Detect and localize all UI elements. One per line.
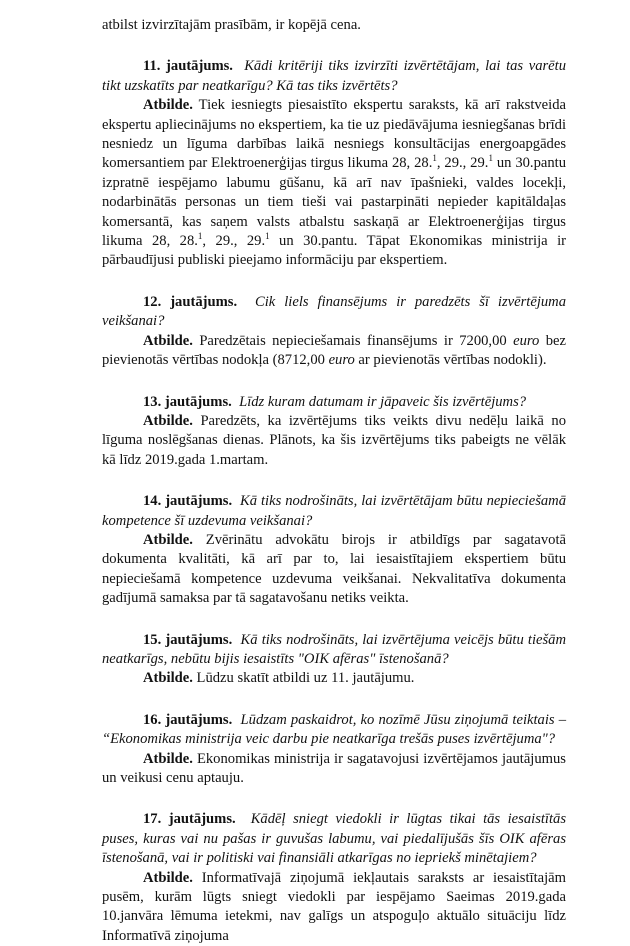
answer-text: Paredzēts, ka izvērtējums tiks veikts divu nedēļu laikā no līguma noslēgšanas dienas. Plānots, ka šis izvērtējums tiks pabeigts ne vēlāk kā līdz 2019.gada 1.martam. [102, 412, 566, 468]
answer-label: Atbilde. [143, 869, 193, 886]
question-14 [102, 492, 566, 531]
question-text: Kādi kritēriji tiks izvirzīti izvērtētājam, lai tas varētu tikt uzskatīts par neatkarīgu? Kā tas tiks izvērtēts? [102, 58, 567, 94]
answer-label: Atbilde. [143, 332, 193, 349]
answer-label: Atbilde. [143, 412, 193, 429]
intro-text: atbilst izvirzītajām prasībām, ir kopējā cena. [102, 17, 361, 33]
question-text: Cik liels finansējums ir paredzēts šī izvērtējuma veikšanai? [102, 293, 567, 330]
question-16 [102, 711, 566, 750]
currency-term: euro [513, 332, 540, 349]
answer-16 [102, 750, 566, 789]
superscript: 1 [488, 153, 493, 164]
answer-text: un 30.pantu izpratnē iespējamo labumu gūšanu, kā arī nav īpašnieki, valdes locekļi, nodarbinātās personas un tiem tieši vai pastarpināti nepieder kapitāldaļas komersantā, kas saņem valsts atbalstu saskaņā ar Elektroenerģijas tirgus likuma 28, 28. [102, 155, 566, 250]
answer-label: Atbilde. [143, 750, 193, 767]
answer-13 [102, 412, 566, 470]
answer-text: Paredzētais nepieciešamais finansējums ir 7200,00 [199, 332, 514, 349]
currency-term: euro [328, 352, 355, 369]
superscript: 1 [432, 153, 437, 164]
question-text: Kādēļ sniegt viedokli ir lūgtas tikai tās iesaistītās puses, kuras vai nu pašas ir guvušas labumu, vai piedalījušās šīs OIK afēras īstenošanā, vai ir politiski vai finansiāli atkarīgas no iepriekš minētajiem? [102, 811, 567, 867]
question-17 [102, 810, 566, 868]
answer-text: Zvērinātu advokātu birojs ir atbildīgs par sagatavotā dokumenta kvalitāti, kā arī par to, lai iesaistītajiem ekspertiem būtu nepieciešamā kompetence uzdevuma veikšanai. Nekvalitatīva dokumenta gadījumā samaksa par tā sagatavošanu netiks veikta. [102, 531, 566, 607]
answer-text: ar pievienotās vērtības nodokli). [354, 352, 547, 369]
question-label: 11. jautājums. [143, 58, 233, 75]
answer-15 [102, 669, 566, 688]
answer-text: Tiek iesniegts piesaistīto ekspertu saraksts, kā arī rakstveida ekspertu apliecinājums no ekspertiem, ka tie uz piedāvājuma iesniegšanas brīdi nesniedz un līguma darbības laikā nesniegs konsultācijas energoapgādes komersantiem par Elektroenerģijas tirgus likuma 28, 28. [102, 97, 566, 172]
question-text: Kā tiks nodrošināts, lai izvērtētājam būtu nepieciešamā kompetence šī uzdevuma veikšanai? [102, 493, 567, 529]
question-label: 13. jautājums. [143, 393, 232, 410]
document-page [102, 16, 566, 946]
answer-text: bez pievienotās vērtības nodokļa (8712,00 [102, 332, 566, 369]
answer-17 [102, 869, 566, 946]
question-label: 12. jautājums. [143, 293, 238, 310]
question-text: Kā tiks nodrošināts, lai izvērtējuma veicējs būtu tiešām neatkarīgs, nebūtu bijis iesaistīts "OIK afēras" īstenošanā? [102, 631, 566, 667]
answer-text: , 29., 29. [436, 155, 489, 172]
answer-12 [102, 332, 566, 371]
question-label: 16. jautājums. [143, 711, 233, 728]
answer-text: un 30.pantu. Tāpat Ekonomikas ministrija ir pārbaudījusi publiski pieejamo informāciju par ekspertiem. [102, 233, 566, 269]
superscript: 1 [197, 231, 203, 242]
question-11 [102, 57, 566, 96]
question-12 [102, 293, 566, 332]
answer-text: Lūdzu skatīt atbildi uz 11. jautājumu. [196, 670, 415, 687]
question-text: Līdz kuram datumam ir jāpaveic šis izvērtējums? [239, 393, 527, 410]
question-label: 14. jautājums. [143, 493, 233, 510]
answer-label: Atbilde. [143, 670, 193, 687]
answer-label: Atbilde. [143, 531, 193, 548]
question-label: 15. jautājums. [143, 631, 233, 648]
question-15 [102, 631, 566, 670]
question-text: Lūdzam paskaidrot, ko nozīmē Jūsu ziņojumā teiktais – “Ekonomikas ministrija veic darbu pie neatkarīga trešās puses izvērtējuma"? [102, 711, 567, 748]
answer-14 [102, 531, 566, 609]
answer-text: , 29., 29. [202, 233, 266, 250]
answer-text: Ekonomikas ministrija ir sagatavojusi izvērtējamos jautājumus un veikusi cenu aptauju. [102, 750, 566, 786]
answer-11 [102, 96, 566, 271]
question-label: 17. jautājums. [143, 811, 236, 828]
answer-text: Informatīvajā ziņojumā iekļautais saraksts ar iesaistītajām pusēm, kurām lūgts sniegt viedokli par iespējamo Saeimas 2019.gada 10.janvāra lēmuma ietekmi, nav galīgs un atspoguļo aktuālo situāciju līdz Informatīvā ziņojuma [102, 869, 566, 944]
question-13 [102, 393, 566, 412]
superscript: 1 [265, 231, 270, 242]
answer-label: Atbilde. [143, 97, 193, 114]
